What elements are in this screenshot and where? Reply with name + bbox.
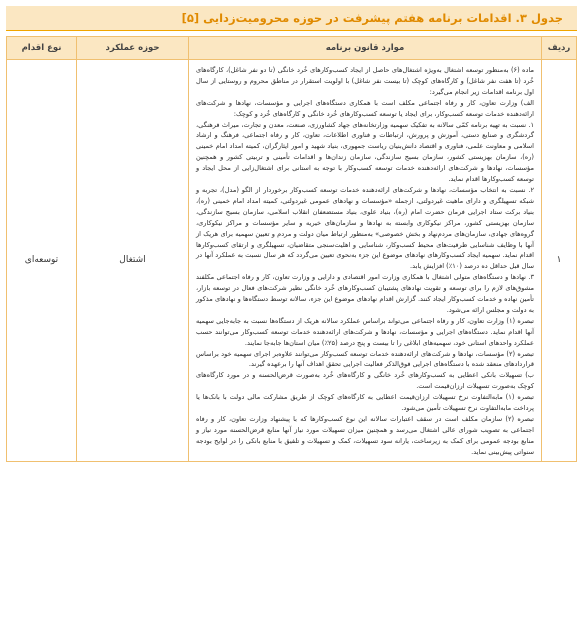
row-number: ۱: [542, 60, 577, 462]
law-paragraph: ماده (۶) به‌منظور توسعه اشتغال به‌ویژه اشتغال‌های حاصل از ایجاد کسب‌وکارهای خُرد خانگی (تا دو نفر شاغل)، کارگاه‌های خُرد (تا هفت نفر شاغل) و کارگاه‌های کوچک (تا بیست نفر شاغل) با اولویت استقرار در مناطق محروم و روستایی از سال اول برنامه اقدامات زیر انجام می‌گیرد:: [196, 66, 534, 96]
law-paragraph: ب) تسهیلات بانکی اعطایی به کسب‌وکارهای خُرد خانگی و کارگاه‌های خُرد به‌صورت قرض‌الحسنه و در مورد کارگاه‌های کوچک به‌صورت تسهیلات ارزان‌قیمت است.: [196, 371, 534, 391]
table-title-bar: [6, 6, 577, 31]
law-paragraph: ۳. نهادها و دستگاه‌های متولی اشتغال با همکاری وزارت امور اقتصادی و دارایی و وزارت تعاون، کار و رفاه اجتماعی مکلفند مشوق‌های لازم را برای توسعه و تقویت نهادهای پشتیبان کسب‌وکارهای خُرد خانگی نظیر شرکت‌های فعال در توسعه بازار، تأمین نهاده و خدمات کسب‌وکار ایجاد کنند. گزارش اقدام نهادهای موضوع این جزء، سالانه توسط دستگاه‌ها و نهادهای مذکور به دولت و مجلس ارائه می‌شود.: [196, 273, 534, 314]
law-paragraph: تبصره (۱) مابه‌التفاوت نرخ تسهیلات ارزان‌قیمت اعطایی به کارگاه‌های کوچک از طریق مشارکت مالی دولت با بانک‌ها یا پرداخت مابه‌التفاوت نرخ تسهیلات تأمین می‌شود.: [196, 393, 534, 413]
table-row: [7, 60, 577, 462]
programs-table: [6, 36, 577, 462]
header-row: [7, 37, 577, 60]
law-paragraph: تبصره (۲) مؤسسات، نهادها و شرکت‌های ارائه‌دهنده خدمات توسعه کسب‌وکار می‌توانند علاوه‌بر اجرای سهمیه خود براساس قراردادهای منعقد شده با دستگاه‌های اجرایی فوق‌الذکر فعالیت اجرایی تحقق اهداف آنها را برعهده گیرند.: [196, 349, 534, 369]
law-cell: [189, 60, 542, 462]
law-paragraph: تبصره (۱) وزارت تعاون، کار و رفاه اجتماعی می‌تواند براساس عملکرد سالانه هریک از دستگاه‌ها نسبت به جابه‌جایی سهمیه آنها اقدام نماید. دستگاه‌های اجرایی و مؤسسات، نهادها و شرکت‌های ارائه‌دهنده خدمات توسعه کسب‌وکار می‌توانند حسب عملکرد واحدهای استانی خود، سهمیه‌های ابلاغی را تا بیست و پنج درصد (۲۵٪) میان استان‌ها جابه‌جا نمایند.: [196, 316, 534, 347]
header-type: نوع اقدام: [7, 37, 77, 60]
law-text: [190, 61, 540, 460]
area-cell: اشتغال: [77, 60, 189, 462]
type-cell: توسعه‌ای: [7, 60, 77, 462]
header-area: حوزه عملکرد: [77, 37, 189, 60]
law-paragraph: ۱. نسبت به تهیه برنامه کمّی سالانه به تفکیک سهمیه وزارتخانه‌های جهاد کشاورزی، صنعت، معدن و تجارت، میراث فرهنگی، گردشگری و صنایع دستی، آموزش و پرورش، ارتباطات و فناوری اطلاعات، تعاون، کار و رفاه اجتماعی، فرهنگ و ارشاد اسلامی و معاونت علمی، فناوری و اقتصاد دانش‌بنیان ریاست جمهوری، بنیاد شهید و امور ایثارگران، کمیته امداد امام خمینی (ره)، سازمان بهزیستی کشور، سازمان بسیج سازندگی، سازمان زندان‌ها و اقدامات تأمینی و تربیتی کشور و همچنین مؤسسات، نهادها و شرکت‌های ارائه‌دهنده خدمات توسعه کسب‌وکار با توجه به استانی برای اشتغال‌زایی از محل ایجاد و توسعه کسب‌وکارها اقدام نماید.: [196, 120, 534, 184]
header-row-number: ردیف: [542, 37, 577, 60]
law-paragraph: الف) وزارت تعاون، کار و رفاه اجتماعی مکلف است با همکاری دستگاه‌های اجرایی و مؤسسات، نهادها و شرکت‌های ارائه‌دهنده خدمات توسعه کسب‌وکار، برای ایجاد یا توسعه کسب‌وکارهای خُرد خانگی و کارگاه‌های خُرد و کوچک:: [196, 98, 534, 118]
table-title: جدول ۳. اقدامات برنامه هفتم پیشرفت در حوزه محرومیت‌زدایی [۵]: [181, 11, 563, 25]
law-paragraph: ۲. نسبت به انتخاب مؤسسات، نهادها و شرکت‌های ارائه‌دهنده خدمات توسعه کسب‌وکار برخوردار از الگو (مدل)، تجربه و شبکه تسهیلگری و دارای ماهیت غیردولتی، ازجمله «مؤسسات و نهادهای عمومی غیردولتی، کمیته امداد امام خمینی (ره)، بنیاد برکت ستاد اجرایی فرمان حضرت امام (ره)، بنیاد علوی، بنیاد مستضعفان انقلاب اسلامی، سازمان بسیج سازندگی، سازمان بهزیستی کشور، مراکز نیکوکاری وابسته به نهادها و سازمان‌های خیریه و سایر مؤسسات و مراکز نیکوکاری، گروه‌های جهادی، سازمان‌های مردم‌نهاد و بخش خصوصی» به‌منظور ارتباط میان دولت و مردم و تعیین سهمیه برای هریک از آنها با وظایف شناسایی ظرفیت‌های محیط کسب‌وکار، شناسایی و اهلیت‌سنجی متقاضیان، تسهیلگری و ارتقای کسب‌وکارها اقدام نماید. سهمیه ایجاد کسب‌وکارهای نهادهای موضوع این جزء به‌نحوی تعیین می‌گردد که هر سال نسبت به عملکرد آنها در سال قبل حداقل ده درصد (۱۰٪) افزایش یابد.: [196, 185, 534, 271]
law-paragraph: تبصره (۲) سازمان مکلف است در سقف اعتبارات سالانه این نوع کسب‌وکارها که با پیشنهاد وزارت تعاون، کار و رفاه اجتماعی به تصویب شورای عالی اشتغال می‌رسد و همچنین میزان تسهیلات مورد نیاز آنها منابع قرض‌الحسنه مورد نیاز و منابع بودجه عمومی برای کمک به زیرساخت، یارانه سود تسهیلات، کمک و تسهیلات و تلفیق با منابع بانکی را در لوایح بودجه سنواتی پیش‌بینی نماید.: [196, 415, 534, 456]
header-law: موارد قانون برنامه: [189, 37, 542, 60]
